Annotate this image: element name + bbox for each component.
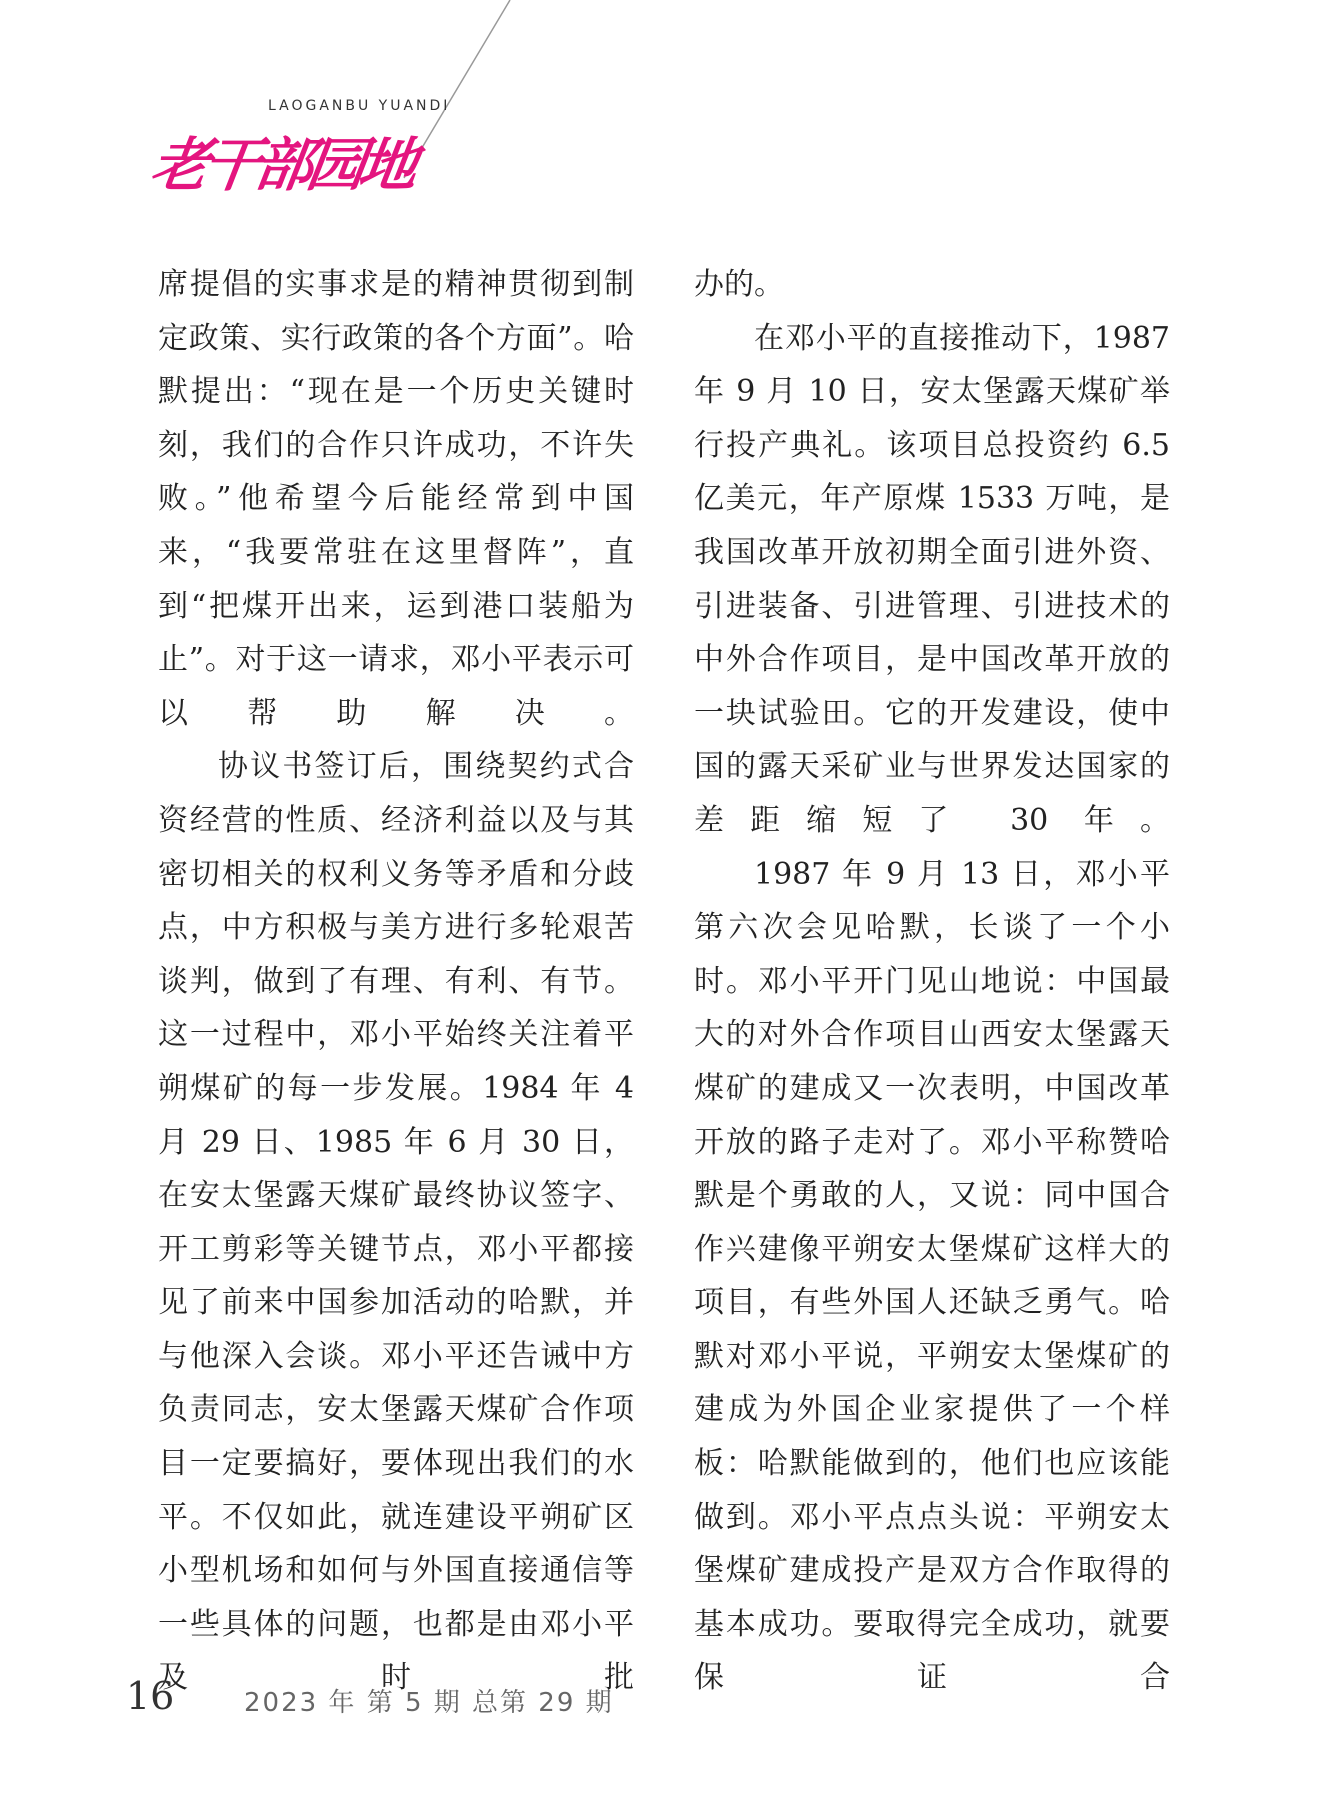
left-column (158, 258, 634, 1705)
paragraph: 办的。 (694, 267, 784, 302)
magazine-logo: 老干部园地 (146, 131, 417, 199)
page-number: 16 (126, 1674, 175, 1718)
header-diagonal-line (404, 0, 510, 178)
paragraph: 协议书签订后，围绕契约式合资经营的性质、经济利益以及与其密切相关的权利义务等矛盾和分歧点，中方积极与美方进行多轮艰苦谈判，做到了有理、有利、有节。这一过程中，邓小平始终关注着平朔煤矿的每一步发展。1984 年 4 月 29 日、1985 年 6 月 30 日，在安太堡露天煤矿最终协议签字、开工剪彩等关键节点，邓小平都接见了前来中国参加活动的哈默，并与他深入会谈。邓小平还告诫中方负责同志，安太堡露天煤矿合作项目一定要搞好，要体现出我们的水平。不仅如此，就连建设平朔矿区小型机场和如何与外国直接通信等一些具体的问题，也都是由邓小平及时批 (158, 749, 634, 1696)
header-pinyin: LAOGANBU YUANDI (268, 98, 451, 114)
paragraph: 在邓小平的直接推动下，1987 年 9 月 10 日，安太堡露天煤矿举行投产典礼。该项目总投资约 6.5 亿美元，年产原煤 1533 万吨，是我国改革开放初期全面引进外资、引进装备、引进管理、引进技术的中外合作项目，是中国改革开放的一块试验田。它的开发建设，使中国的露天采矿业与世界发达国家的差距缩短了 30 年。 (694, 320, 1170, 838)
right-column (694, 258, 1170, 1705)
paragraph: 席提倡的实事求是的精神贯彻到制定政策、实行政策的各个方面”。哈默提出：“现在是一个历史关键时刻，我们的合作只许成功，不许失败。”他希望今后能经常到中国来，“我要常驻在这里督阵”，直到“把煤开出来，运到港口装船为止”。对于这一请求，邓小平表示可以帮助解决。 (158, 267, 634, 731)
issue-info: 2023 年 第 5 期 总第 29 期 (244, 1688, 614, 1718)
paragraph: 1987 年 9 月 13 日，邓小平第六次会见哈默，长谈了一个小时。邓小平开门见山地说：中国最大的对外合作项目山西安太堡露天煤矿的建成又一次表明，中国改革开放的路子走对了。邓小平称赞哈默是个勇敢的人，又说：同中国合作兴建像平朔安太堡煤矿这样大的项目，有些外国人还缺乏勇气。哈默对邓小平说，平朔安太堡煤矿的建成为外国企业家提供了一个样板：哈默能做到的，他们也应该能做到。邓小平点点头说：平朔安太堡煤矿建成投产是双方合作取得的基本成功。要取得完全成功，就要保证合 (694, 856, 1170, 1696)
